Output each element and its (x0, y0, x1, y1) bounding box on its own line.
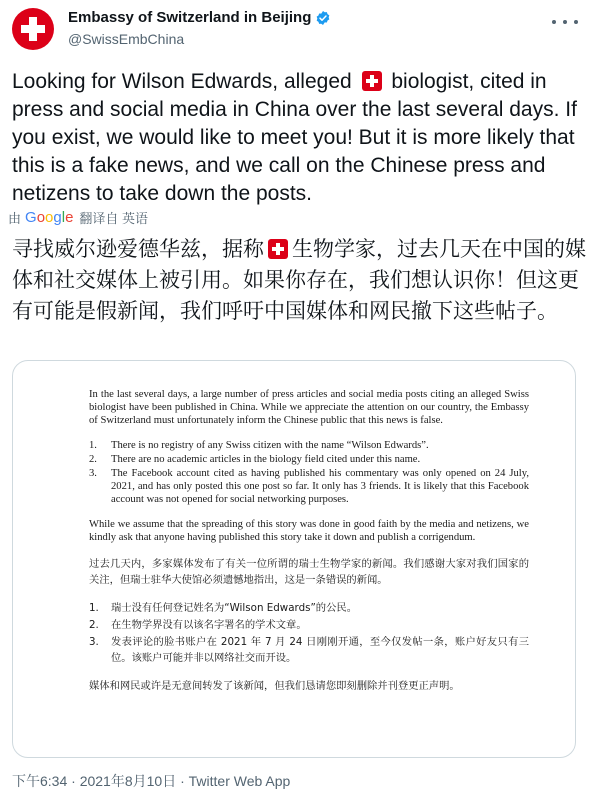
statement-point: 2. There are no academic articles in the biology field cited under this name. (89, 454, 421, 465)
statement-closing: While we assume that the spreading of this story was done in good faith by the media and netizens, we kindly ask that anyone having published this story take it down and publish a corrigendum. (89, 519, 529, 543)
statement-point: 3. The Facebook account cited as having published his commentary was only opened on 24 July, 2021, and has only posted this one post so far. It only has 3 friends. It is likely that this Facebook account was not opened for social networking purposes. (89, 468, 529, 505)
more-options-icon[interactable] (552, 12, 578, 32)
google-logo: Google (25, 209, 74, 226)
statement-points (89, 439, 529, 506)
statement-point-zh: 1. 瑞士没有任何登记姓名为“Wilson Edwards”的公民。 (89, 602, 357, 614)
author-handle[interactable]: @SwissEmbChina (68, 31, 185, 47)
statement-points-zh (89, 600, 529, 666)
statement-intro: In the last several days, a large number of press articles and social media posts citing an alleged Swiss biologist have been published in China. While we appreciate the attention on our country, the Embassy of Switzerland must unfortunately inform the Chinese public that this news is false. (89, 389, 529, 426)
author-name[interactable]: Embassy of Switzerland in Beijing (68, 9, 312, 26)
translation-attribution: 由 Google 翻译自 英语 (8, 209, 149, 226)
statement-point-zh: 3. 发表评论的脸书账户在 2021 年 7 月 24 日刚刚开通，至今仅发帖一条，账户好友只有三位。该账户可能并非以网络社交而开设。 (89, 636, 529, 664)
statement-closing-zh: 媒体和网民或许是无意间转发了该新闻，但我们恳请您即刻删除并刊登更正声明。 (89, 680, 460, 692)
tweet-header (0, 0, 600, 62)
verified-badge-icon (315, 10, 331, 26)
avatar[interactable] (12, 8, 54, 50)
translated-tweet-text: 寻找威尔逊爱德华兹，据称 生物学家，过去几天在中国的媒体和社交媒体上被引用。如果你存在，我们想认识你！但这更有可能是假新闻，我们呼吁中国媒体和网民撤下这些帖子。 (12, 237, 586, 323)
swiss-flag-emoji-icon (362, 71, 382, 91)
statement-intro-zh: 过去几天内，多家媒体发布了有关一位所谓的瑞士生物学家的新闻。我们感谢大家对我们国家的关注，但瑞士驻华大使馆必须遗憾地指出，这是一条错误的新闻。 (89, 558, 529, 586)
translated-from-link[interactable]: 翻译自 英语 (79, 211, 149, 226)
statement-point: 1. There is no registry of any Swiss citizen with the name “Wilson Edwards”. (89, 440, 429, 451)
author-name-row[interactable] (68, 9, 331, 26)
tweet-text: Looking for Wilson Edwards, alleged biologist, cited in press and social media in China over the last several days. If you exist, we would like to meet you! But it is more likely that this is a fake news, and we call on the Chinese press and netizens to take down the posts. (12, 70, 577, 205)
swiss-flag-emoji-icon (268, 239, 288, 259)
attached-image[interactable] (12, 360, 576, 758)
tweet-timestamp[interactable]: 下午6:34 · 2021年8月10日 · Twitter Web App (12, 773, 291, 789)
statement-document (89, 388, 529, 706)
statement-point-zh: 2. 在生物学界没有以该名字署名的学术文章。 (89, 619, 307, 631)
